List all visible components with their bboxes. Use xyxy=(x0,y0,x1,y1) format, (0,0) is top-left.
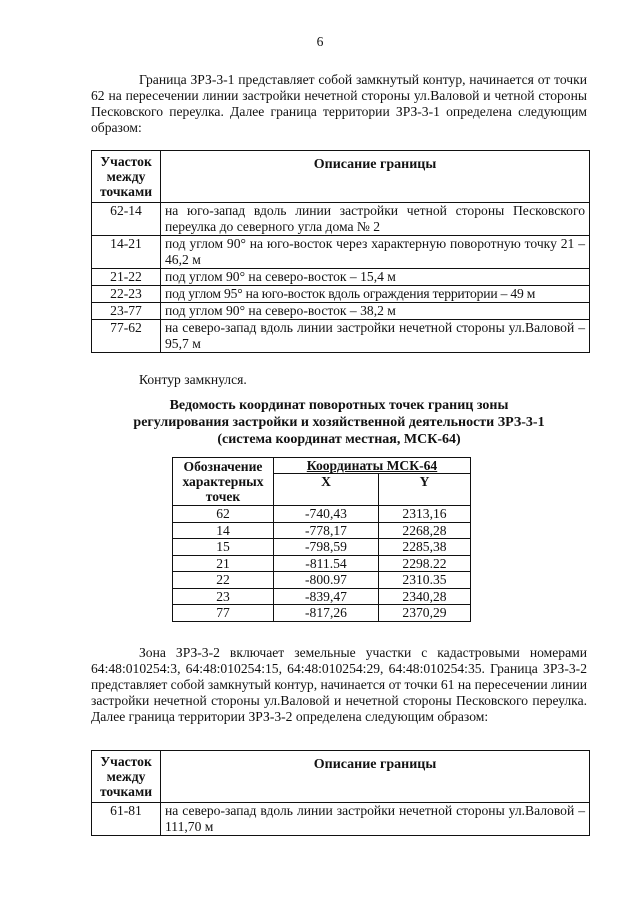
segment-cell: 77-62 xyxy=(92,320,161,353)
table-row xyxy=(92,303,590,320)
x-cell: -798,59 xyxy=(274,539,379,556)
description-cell: на северо-запад вдоль линии застройки нечетной стороны ул.Валовой – 95,7 м xyxy=(161,320,590,353)
table-row xyxy=(92,803,590,836)
table-header-row xyxy=(173,458,471,474)
table-row xyxy=(92,236,590,269)
table-row xyxy=(173,506,471,523)
y-cell: 2313,16 xyxy=(379,506,471,523)
table-header-row xyxy=(92,151,590,203)
x-cell: -839,47 xyxy=(274,588,379,605)
table-row xyxy=(173,572,471,589)
description-cell: под углом 95° на юго-восток вдоль ограждения территории – 49 м xyxy=(161,286,590,303)
point-cell: 15 xyxy=(173,539,274,556)
intro-paragraph-zrz-3-1 xyxy=(91,72,587,136)
y-cell: 2298.22 xyxy=(379,555,471,572)
x-cell: -740,43 xyxy=(274,506,379,523)
point-cell: 22 xyxy=(173,572,274,589)
y-cell: 2370,29 xyxy=(379,605,471,622)
header-description: Описание границы xyxy=(161,151,590,203)
table-row xyxy=(173,605,471,622)
header-coordinates: Координаты МСК-64 xyxy=(274,458,471,474)
page-number: 6 xyxy=(316,34,324,49)
contour-closed-text: Контур замкнулся. xyxy=(139,372,247,387)
point-cell: 77 xyxy=(173,605,274,622)
intro-text: Граница ЗРЗ-3-1 представляет собой замкнутый контур, начинается от точки 62 на пересечении линии застройки нечетной стороны ул.Валовой и четной стороны Песковского переулка. Далее граница территории ЗРЗ-3-1 определена следующим образом: xyxy=(91,72,587,135)
description-cell: на юго-запад вдоль линии застройки четной стороны Песковского переулка до северного угла дома № 2 xyxy=(161,203,590,236)
boundary-table-zrz-3-2 xyxy=(91,750,590,836)
coords-title-line-1: Ведомость координат поворотных точек границ зоны xyxy=(169,398,509,413)
x-cell: -817,26 xyxy=(274,605,379,622)
point-cell: 23 xyxy=(173,588,274,605)
segment-cell: 61-81 xyxy=(92,803,161,836)
coords-title-line-3: (система координат местная, МСК-64) xyxy=(217,432,461,447)
header-y: Y xyxy=(379,474,471,506)
segment-cell: 62-14 xyxy=(92,203,161,236)
header-points: Обозначение характерных точек xyxy=(173,458,274,506)
table-row xyxy=(173,555,471,572)
y-cell: 2285,38 xyxy=(379,539,471,556)
description-cell: под углом 90° на северо-восток – 15,4 м xyxy=(161,269,590,286)
header-x: X xyxy=(274,474,379,506)
table-row xyxy=(173,588,471,605)
coordinates-table xyxy=(172,457,471,622)
table-row xyxy=(92,269,590,286)
segment-cell: 14-21 xyxy=(92,236,161,269)
x-cell: -800.97 xyxy=(274,572,379,589)
x-cell: -778,17 xyxy=(274,522,379,539)
y-cell: 2268,28 xyxy=(379,522,471,539)
segment-cell: 21-22 xyxy=(92,269,161,286)
description-cell: под углом 90° на юго-восток через характерную поворотную точку 21 – 46,2 м xyxy=(161,236,590,269)
table-header-row xyxy=(92,751,590,803)
point-cell: 62 xyxy=(173,506,274,523)
table-row xyxy=(173,522,471,539)
point-cell: 21 xyxy=(173,555,274,572)
segment-cell: 23-77 xyxy=(92,303,161,320)
point-cell: 14 xyxy=(173,522,274,539)
header-description: Описание границы xyxy=(161,751,590,803)
description-cell: на северо-запад вдоль линии застройки нечетной стороны ул.Валовой – 111,70 м xyxy=(161,803,590,836)
header-segment: Участок между точками xyxy=(92,751,161,803)
table-row xyxy=(173,539,471,556)
description-cell: под углом 90° на северо-восток – 38,2 м xyxy=(161,303,590,320)
y-cell: 2310.35 xyxy=(379,572,471,589)
header-segment: Участок между точками xyxy=(92,151,161,203)
x-cell: -811.54 xyxy=(274,555,379,572)
y-cell: 2340,28 xyxy=(379,588,471,605)
boundary-table-zrz-3-1 xyxy=(91,150,590,353)
intro-paragraph-zrz-3-2 xyxy=(91,645,587,725)
coords-title-line-2: регулирования застройки и хозяйственной деятельности ЗРЗ-3-1 xyxy=(133,415,545,430)
table-row xyxy=(92,320,590,353)
segment-cell: 22-23 xyxy=(92,286,161,303)
intro-text: Зона ЗРЗ-3-2 включает земельные участки с кадастровыми номерами 64:48:010254:3, 64:48:010254:15, 64:48:010254:29, 64:48:010254:35. Граница ЗРЗ-3-2 представляет собой замкнутый контур, начинается от точки 61 на пересечении линии застройки нечетной стороны ул.Валовой и нечетной стороны Песковского переулка. Далее граница территории ЗРЗ-3-2 определена следующим образом: xyxy=(91,645,587,724)
table-row xyxy=(92,203,590,236)
table-row xyxy=(92,286,590,303)
